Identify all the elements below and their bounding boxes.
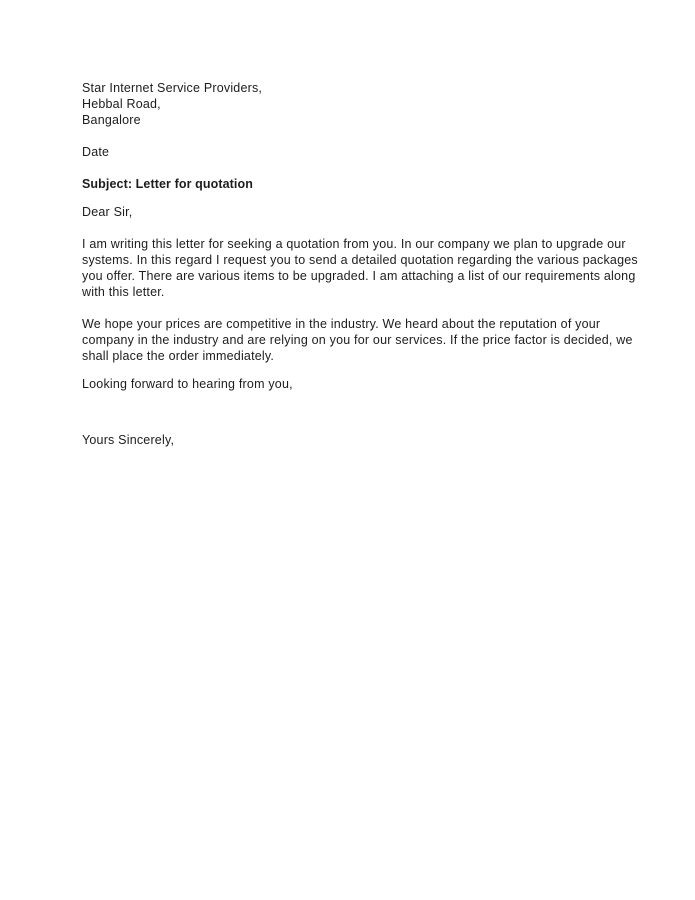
date-line: Date [82, 145, 110, 159]
paragraph-1: I am writing this letter for seeking a quotation from you. In our company we plan to upgrade our systems. In this regard I request you to send a detailed quotation regarding the various packages you offer. There are various items to be upgraded. I am attaching a list of our requirements along with this letter. [82, 237, 638, 299]
sender-address-block [82, 80, 654, 128]
subject-line: Subject: Letter for quotation [82, 177, 253, 191]
sender-name: Star Internet Service Providers, [82, 81, 263, 95]
pre-closing: Looking forward to hearing from you, [82, 377, 293, 391]
paragraph-2: We hope your prices are competitive in the industry. We heard about the reputation of your company in the industry and are relying on you for our services. If the price factor is decided, we shall place the order immediately. [82, 317, 633, 363]
sender-city: Bangalore [82, 113, 141, 127]
closing-signoff: Yours Sincerely, [82, 433, 175, 447]
sender-street: Hebbal Road, [82, 97, 161, 111]
letter-body [82, 80, 654, 448]
salutation: Dear Sir, [82, 205, 133, 219]
